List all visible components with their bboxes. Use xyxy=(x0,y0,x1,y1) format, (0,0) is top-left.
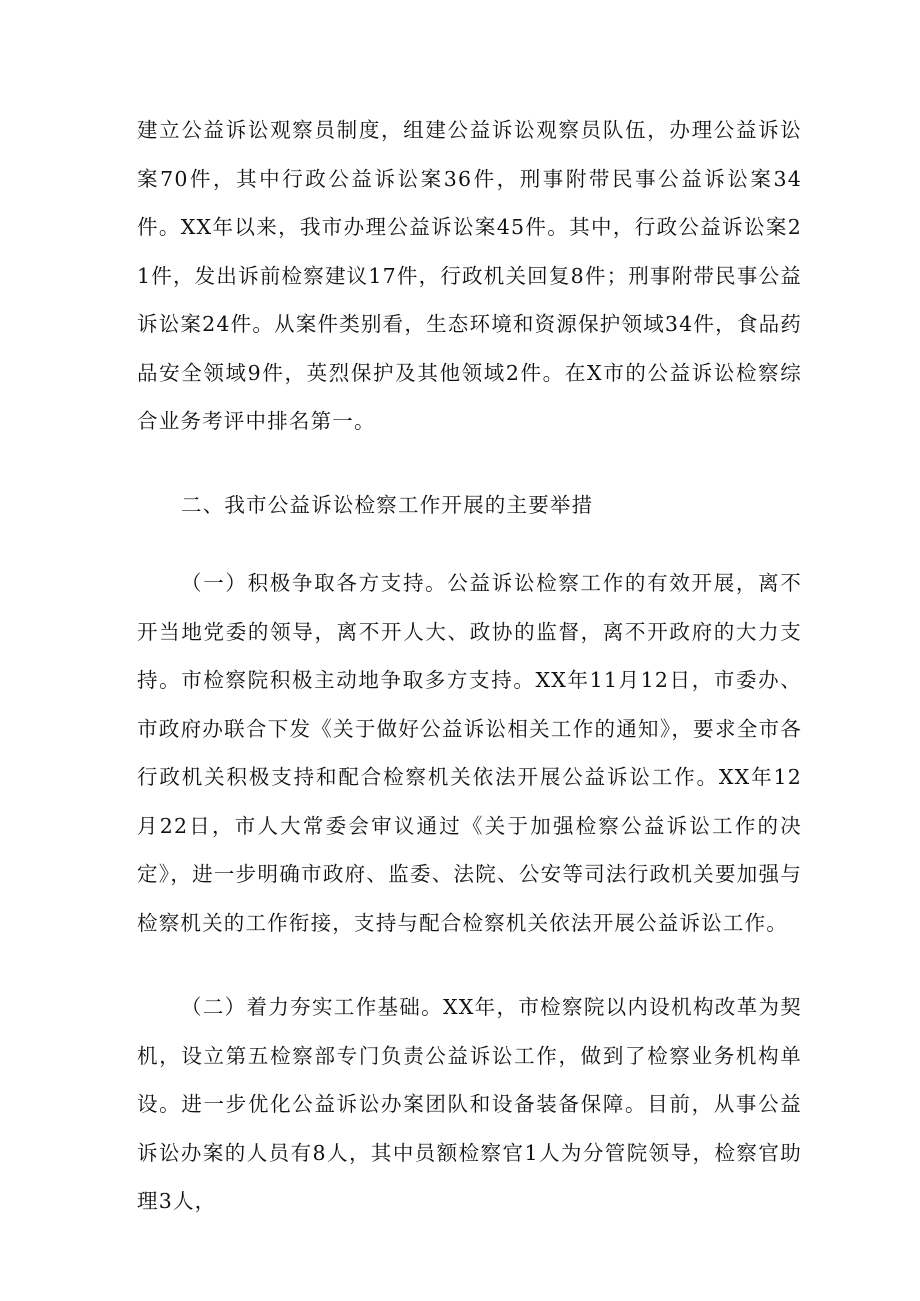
paragraph-seek-support: （一）积极争取各方支持。公益诉讼检察工作的有效开展，离不开当地党委的领导，离不开人大、政协的监督，离不开政府的大力支持。市检察院积极主动地争取多方支持。XX年11月12日，市委办、市政府办联合下发《关于做好公益诉讼相关工作的通知》，要求全市各行政机关积极支持和配合检察机关依法开展公益诉讼工作。XX年12月22日，市人大常委会审议通过《关于加强检察公益诉讼工作的决定》，进一步明确市政府、监委、法院、公安等司法行政机关要加强与检察机关的工作衔接，支持与配合检察机关依法开展公益诉讼工作。 xyxy=(137,571,802,935)
paragraph-case-statistics: 建立公益诉讼观察员制度，组建公益诉讼观察员队伍，办理公益诉讼案70件，其中行政公益诉讼案36件，刑事附带民事公益诉讼案34件。XX年以来，我市办理公益诉讼案45件。其中，行政公益诉讼案21件，发出诉前检察建议17件，行政机关回复8件；刑事附带民事公益诉讼案24件。从案件类别看，生态环境和资源保护领域34件，食品药品安全领域9件，英烈保护及其他领域2件。在X市的公益诉讼检察综合业务考评中排名第一。 xyxy=(137,118,802,433)
section-heading-main-measures: 二、我市公益诉讼检察工作开展的主要举措 xyxy=(181,493,594,517)
paragraph-work-foundation: （二）着力夯实工作基础。XX年，市检察院以内设机构改革为契机，设立第五检察部专门负责公益诉讼工作，做到了检察业务机构单设。进一步优化公益诉讼办案团队和设备装备保障。目前，从事公益诉讼办案的人员有8人，其中员额检察官1人为分管院领导，检察官助理3人， xyxy=(137,995,802,1213)
